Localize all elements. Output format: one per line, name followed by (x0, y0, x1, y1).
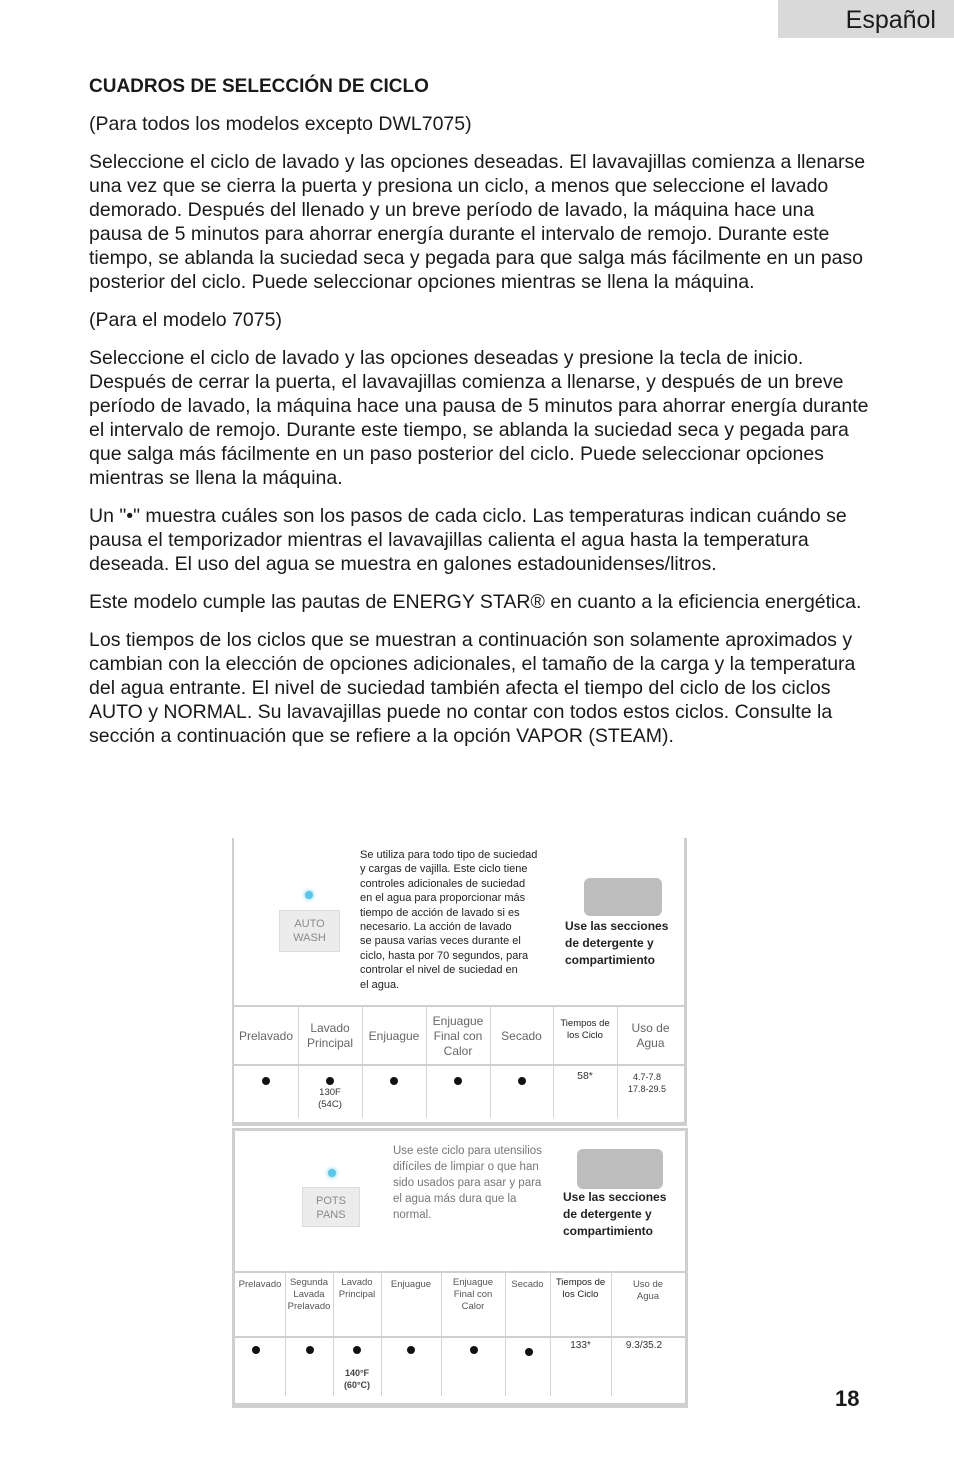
main-content (89, 76, 869, 762)
water-line: 4.7-7.8 (632, 1072, 662, 1082)
header-segunda-lavada (285, 1277, 333, 1313)
header-line: Tiempos de (560, 1018, 610, 1029)
auto-wash-chart (232, 838, 687, 1126)
detergent-line: compartimiento (565, 953, 656, 967)
desc-line: Se utiliza para todo tipo de suciedad (360, 849, 538, 861)
header-line: Principal (338, 1289, 376, 1300)
desc-line: controlar el nivel de suciedad en (360, 964, 518, 977)
temp-line: 140°F (344, 1368, 370, 1378)
auto-wash-water-use (617, 1071, 677, 1095)
detergent-line: de detergente y (565, 936, 654, 950)
paragraph-instructions: Seleccione el ciclo de lavado y las opciones deseadas. El lavavajillas comienza a llenarse una vez que se cierra la puerta y presiona un ciclo, a menos que seleccione el lavado demorado. Después del llenado y un breve período de lavado, la máquina hace una pausa de 5 minutos para ahorrar energía durante el intervalo de remojo. Durante este tiempo, se ablanda la suciedad seca y pegada para que salga más fácilmente en un paso posterior del ciclo. Puede seleccionar opciones mientras se llena la máquina. (89, 151, 866, 293)
step-dot (407, 1346, 415, 1354)
desc-line: ciclo, hasta por 70 segundos, para (360, 949, 529, 962)
header-line: Lavado (341, 1277, 373, 1288)
header-line: Agua (636, 1291, 660, 1302)
desc-line: Use este ciclo para utensilios (393, 1145, 542, 1157)
header-line: Prelavado (287, 1301, 331, 1312)
pots-pans-button (302, 1187, 360, 1227)
auto-wash-button-line2: WASH (293, 932, 326, 944)
column-divider (362, 1005, 363, 1118)
desc-line: se pausa varias veces durante el (360, 935, 521, 948)
temp-line: 130F (319, 1087, 341, 1098)
header-enjuague: Enjuague (368, 1029, 420, 1043)
header-line: Enjuague (432, 1014, 484, 1028)
paragraph-energy-star: Este modelo cumple las pautas de ENERGY STAR® en cuanto a la eficiencia energética. (89, 591, 862, 613)
pots-pans-button-line1: POTS (316, 1195, 346, 1207)
header-line: los Ciclo (562, 1289, 599, 1300)
header-secado: Secado (511, 1279, 544, 1290)
header-line: Enjuague (452, 1277, 494, 1288)
header-enjuague-final (441, 1277, 505, 1313)
header-line: Tiempos de (555, 1277, 606, 1288)
header-line: Uso de (631, 1021, 670, 1035)
step-dot (252, 1346, 260, 1354)
temp-line: (60°C) (343, 1380, 371, 1390)
page-number: 18 (835, 1386, 860, 1411)
header-line: Uso de (632, 1279, 664, 1290)
desc-line: el agua. (360, 978, 400, 991)
header-lavado-principal (333, 1277, 381, 1301)
step-dot (470, 1346, 478, 1354)
auto-wash-button (279, 910, 340, 952)
header-line: Final con (453, 1289, 493, 1300)
header-line: los Ciclo (567, 1030, 603, 1041)
paragraph-instructions-7075: Seleccione el ciclo de lavado y las opciones deseadas y presione la tecla de inicio. Después de cerrar la puerta, el lavavajillas comienza a llenarse, y después de un breve período de lavado, la máquina hace una pausa de 5 minutos para ahorrar energía durante el intervalo de remojo. Durante este tiempo, se ablanda la suciedad seca y pegada para que salga más fácilmente en un paso posterior del ciclo. Puede seleccionar opciones mientras se llena la máquina. (89, 347, 869, 489)
auto-wash-temperature (298, 1087, 362, 1111)
header-line: Calor (461, 1301, 485, 1312)
step-dot (326, 1077, 334, 1085)
auto-wash-button-line1: AUTO (294, 918, 325, 930)
header-uso-agua (617, 1021, 684, 1051)
paragraph-cycle-times: Los tiempos de los ciclos que se muestran a continuación son solamente aproximados y cambian con la elección de opciones adicionales, el tamaño de la carga y la temperatura del agua entrante. El nivel de suciedad también afecta el tiempo del ciclo de los ciclos AUTO y NORMAL. Su lavavajillas puede no contar con todos estos ciclos. Consulte la sección a continuación que se refiere a la opción VAPOR (STEAM). (89, 629, 856, 747)
detergent-dispenser-icon (584, 878, 662, 916)
pots-pans-temperature (333, 1367, 381, 1391)
header-prelavado: Prelavado (238, 1029, 294, 1043)
indicator-light-icon (328, 1169, 336, 1177)
paragraph-model-7075: (Para el modelo 7075) (89, 309, 282, 331)
pots-pans-description (393, 1143, 563, 1223)
auto-wash-detergent-note (565, 918, 683, 969)
desc-line: y cargas de vajilla. Este ciclo tiene (360, 863, 528, 876)
pots-pans-cycle-time: 133* (570, 1340, 591, 1351)
desc-line: tiempo de acción de lavado si es (360, 906, 520, 919)
indicator-light-icon (305, 891, 313, 899)
detergent-line: Use las secciones (565, 919, 669, 933)
step-dot (518, 1077, 526, 1085)
header-enjuague: Enjuague (390, 1279, 432, 1290)
step-dot (306, 1346, 314, 1354)
detergent-dispenser-icon (577, 1149, 663, 1189)
table-divider (235, 1271, 685, 1273)
detergent-line: Use las secciones (563, 1190, 667, 1204)
header-line: Final con (433, 1029, 483, 1043)
header-line: Segunda (289, 1277, 329, 1288)
step-dot (454, 1077, 462, 1085)
header-line: Agua (636, 1036, 665, 1050)
pots-pans-detergent-note (563, 1189, 685, 1240)
header-uso-agua (611, 1279, 685, 1303)
language-tab: Español (778, 0, 954, 38)
paragraph-models-note: (Para todos los modelos excepto DWL7075) (89, 113, 472, 135)
header-line: Lavado (310, 1021, 350, 1035)
desc-line: difíciles de limpiar o que han (393, 1161, 539, 1173)
step-dot (262, 1077, 270, 1085)
pots-pans-button-line2: PANS (316, 1209, 346, 1221)
water-line: 17.8-29.5 (627, 1084, 667, 1094)
header-enjuague-final (426, 1014, 490, 1059)
desc-line: controles adicionales de suciedad (360, 877, 526, 890)
desc-line: el agua más dura que la (393, 1193, 517, 1205)
header-prelavado: Prelavado (238, 1279, 282, 1290)
auto-wash-description (360, 848, 560, 992)
desc-line: necesario. La acción de lavado (360, 921, 512, 934)
step-dot (353, 1346, 361, 1354)
auto-wash-cycle-time: 58* (577, 1070, 593, 1082)
column-divider (490, 1005, 491, 1118)
desc-line: en el agua para proporcionar más (360, 892, 526, 905)
desc-line: sido usados para asar y para (393, 1177, 542, 1189)
header-secado: Secado (501, 1029, 542, 1043)
table-divider (235, 1336, 685, 1338)
header-line: Principal (306, 1036, 354, 1050)
step-dot (525, 1348, 533, 1356)
header-lavado-principal (298, 1021, 362, 1051)
temp-line: (54C) (318, 1099, 342, 1110)
header-line: Calor (443, 1044, 473, 1058)
desc-line: normal. (393, 1209, 432, 1221)
detergent-line: compartimiento (563, 1224, 654, 1238)
pots-pans-chart (232, 1128, 688, 1408)
header-tiempos (550, 1277, 611, 1301)
section-title: CUADROS DE SELECCIÓN DE CICLO (89, 76, 429, 97)
header-line: Lavada (293, 1289, 325, 1300)
detergent-line: de detergente y (563, 1207, 652, 1221)
pots-pans-water-use: 9.3/35.2 (625, 1340, 663, 1351)
step-dot (390, 1077, 398, 1085)
paragraph-dot-legend: Un "•" muestra cuáles son los pasos de cada ciclo. Las temperaturas indican cuándo se pausa el temporizador mientras el lavavajillas calienta el agua hasta la temperatura deseada. El uso del agua se muestra en galones estadounidenses/litros. (89, 505, 847, 575)
header-tiempos (553, 1018, 617, 1042)
